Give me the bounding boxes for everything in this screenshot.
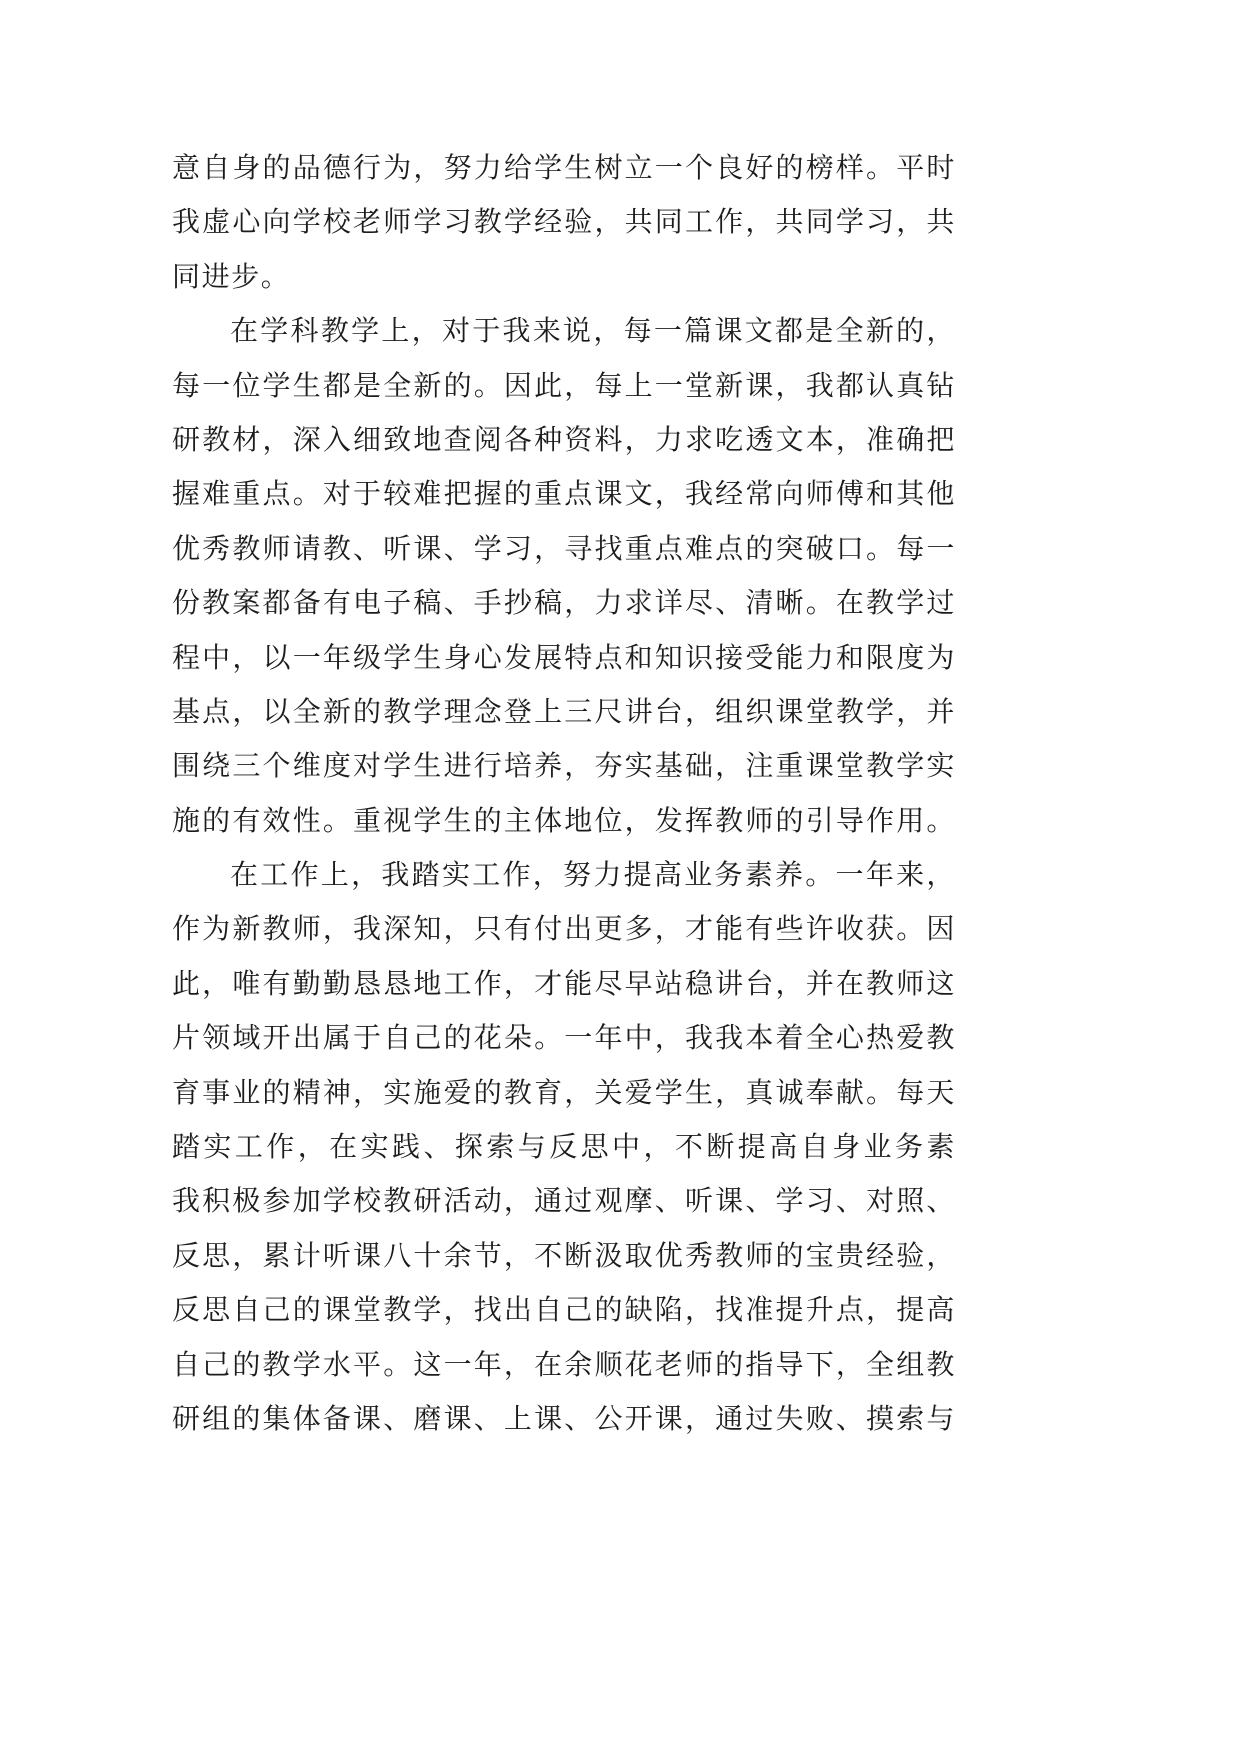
- text-line: 在工作上，我踏实工作，努力提高业务素养。一年来，: [230, 858, 956, 892]
- text-line: 片领域开出属于自己的花朵。一年中，我我本着全心热爱教: [172, 1021, 956, 1055]
- text-line: 反思，累计听课八十余节，不断汲取优秀教师的宝贵经验，: [172, 1238, 956, 1272]
- text-line: 优秀教师请教、听课、学习，寻找重点难点的突破口。每一: [172, 531, 956, 565]
- text-line: 握难重点。对于较难把握的重点课文，我经常向师傅和其他: [172, 477, 956, 511]
- text-line: 此，唯有勤勤恳恳地工作，才能尽早站稳讲台，并在教师这: [172, 966, 956, 1000]
- paragraph: [172, 848, 956, 1446]
- text-line: 踏实工作，在实践、探索与反思中，不断提高自身业务素: [172, 1130, 956, 1164]
- text-line: 作为新教师，我深知，只有付出更多，才能有些许收获。因: [172, 912, 956, 946]
- text-line: 我积极参加学校教研活动，通过观摩、听课、学习、对照、: [172, 1184, 956, 1218]
- document-body: [172, 141, 956, 1446]
- text-line: 同进步。: [172, 259, 291, 293]
- text-line: 自己的教学水平。这一年，在余顺花老师的指导下，全组教: [172, 1347, 956, 1381]
- text-line: 基点，以全新的教学理念登上三尺讲台，组织课堂教学，并: [172, 694, 956, 728]
- text-line: 反思自己的课堂教学，找出自己的缺陷，找准提升点，提高: [172, 1293, 956, 1327]
- text-line: 程中，以一年级学生身心发展特点和知识接受能力和限度为: [172, 640, 956, 674]
- text-line: 围绕三个维度对学生进行培养，夯实基础，注重课堂教学实: [172, 749, 956, 783]
- text-line: 每一位学生都是全新的。因此，每上一堂新课，我都认真钻: [172, 368, 956, 402]
- text-line: 育事业的精神，实施爱的教育，关爱学生，真诚奉献。每天: [172, 1075, 956, 1109]
- text-line: 份教案都备有电子稿、手抄稿，力求详尽、清晰。在教学过: [172, 586, 956, 620]
- paragraph: [172, 141, 956, 304]
- text-line: 研教材，深入细致地查阅各种资料，力求吃透文本，准确把: [172, 422, 956, 456]
- text-line: 我虚心向学校老师学习教学经验，共同工作，共同学习，共: [172, 205, 956, 239]
- paragraph: [172, 304, 956, 848]
- text-line: 研组的集体备课、磨课、上课、公开课，通过失败、摸索与: [172, 1401, 956, 1435]
- text-line: 在学科教学上，对于我来说，每一篇课文都是全新的，: [230, 314, 956, 348]
- text-line: 施的有效性。重视学生的主体地位，发挥教师的引导作用。: [172, 803, 956, 837]
- text-line: 意自身的品德行为，努力给学生树立一个良好的榜样。平时: [172, 151, 956, 184]
